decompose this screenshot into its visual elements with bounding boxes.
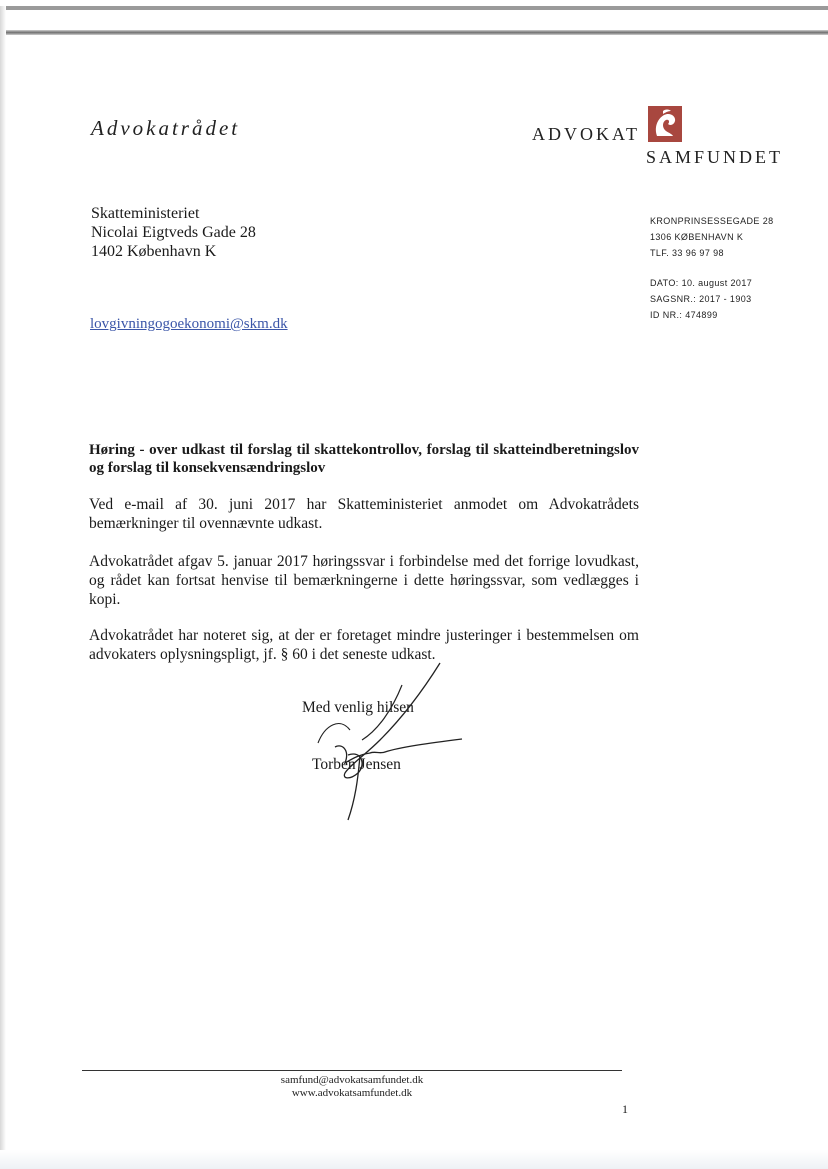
sender-info-block xyxy=(650,213,774,323)
signer-name: Torben Jensen xyxy=(312,756,401,773)
paragraph-1: Ved e-mail af 30. juni 2017 har Skatteministeriet anmodet om Advokatrådets bemærkninger til ovennævnte udkast. xyxy=(89,496,639,532)
recipient-address xyxy=(91,204,256,261)
id-number: ID NR.: 474899 xyxy=(650,310,718,320)
recipient-name: Skatteministeriet xyxy=(91,205,200,222)
brand-bottom-text: SAMFUNDET xyxy=(646,147,784,167)
paragraph-3: Advokatrådet har noteret sig, at der er foretaget mindre justeringer i bestemmelsen om advokaters oplysningspligt, jf. § 60 i det seneste udkast. xyxy=(89,627,639,663)
page-number: 1 xyxy=(622,1102,628,1116)
handwritten-signature xyxy=(300,655,470,825)
brand-top-text: ADVOKAT xyxy=(532,124,640,144)
closing-greeting: Med venlig hilsen xyxy=(302,699,414,716)
letter-subject: Høring - over udkast til forslag til skattekontrollov, forslag til skatteindberetningslov og forslag til konsekvensændringslov xyxy=(89,442,639,476)
case-number: SAGSNR.: 2017 - 1903 xyxy=(650,294,752,304)
advokatsamfundet-logo xyxy=(530,106,790,168)
footer xyxy=(82,1074,622,1100)
paragraph-2: Advokatrådet afgav 5. januar 2017 høringssvar i forbindelse med det forrige lovudkast, og rådet kan fortsat henvise til bemærkningerne i dette høringssvar, som vedlægges i kopi. xyxy=(89,553,639,608)
scan-edge-bottom xyxy=(0,1150,828,1169)
sender-wordmark: Advokatrådet xyxy=(91,116,241,140)
sender-city: 1306 KØBENHAVN K xyxy=(650,232,744,242)
scan-edge-top xyxy=(0,6,828,10)
letter-date: DATO: 10. august 2017 xyxy=(650,278,753,288)
scan-edge-band xyxy=(0,30,828,35)
recipient-street: Nicolai Eigtveds Gade 28 xyxy=(91,224,256,241)
sender-street: KRONPRINSESSEGADE 28 xyxy=(650,216,774,226)
scan-edge-left xyxy=(0,6,6,1169)
recipient-city: 1402 København K xyxy=(91,243,217,260)
footer-website[interactable]: www.advokatsamfundet.dk xyxy=(291,1087,413,1099)
footer-rule xyxy=(82,1070,622,1071)
sender-phone: TLF. 33 96 97 98 xyxy=(650,248,724,258)
footer-email[interactable]: samfund@advokatsamfundet.dk xyxy=(280,1074,424,1086)
lion-emblem-icon xyxy=(648,106,682,142)
recipient-email-link[interactable]: lovgivningogoekonomi@skm.dk xyxy=(90,316,288,332)
